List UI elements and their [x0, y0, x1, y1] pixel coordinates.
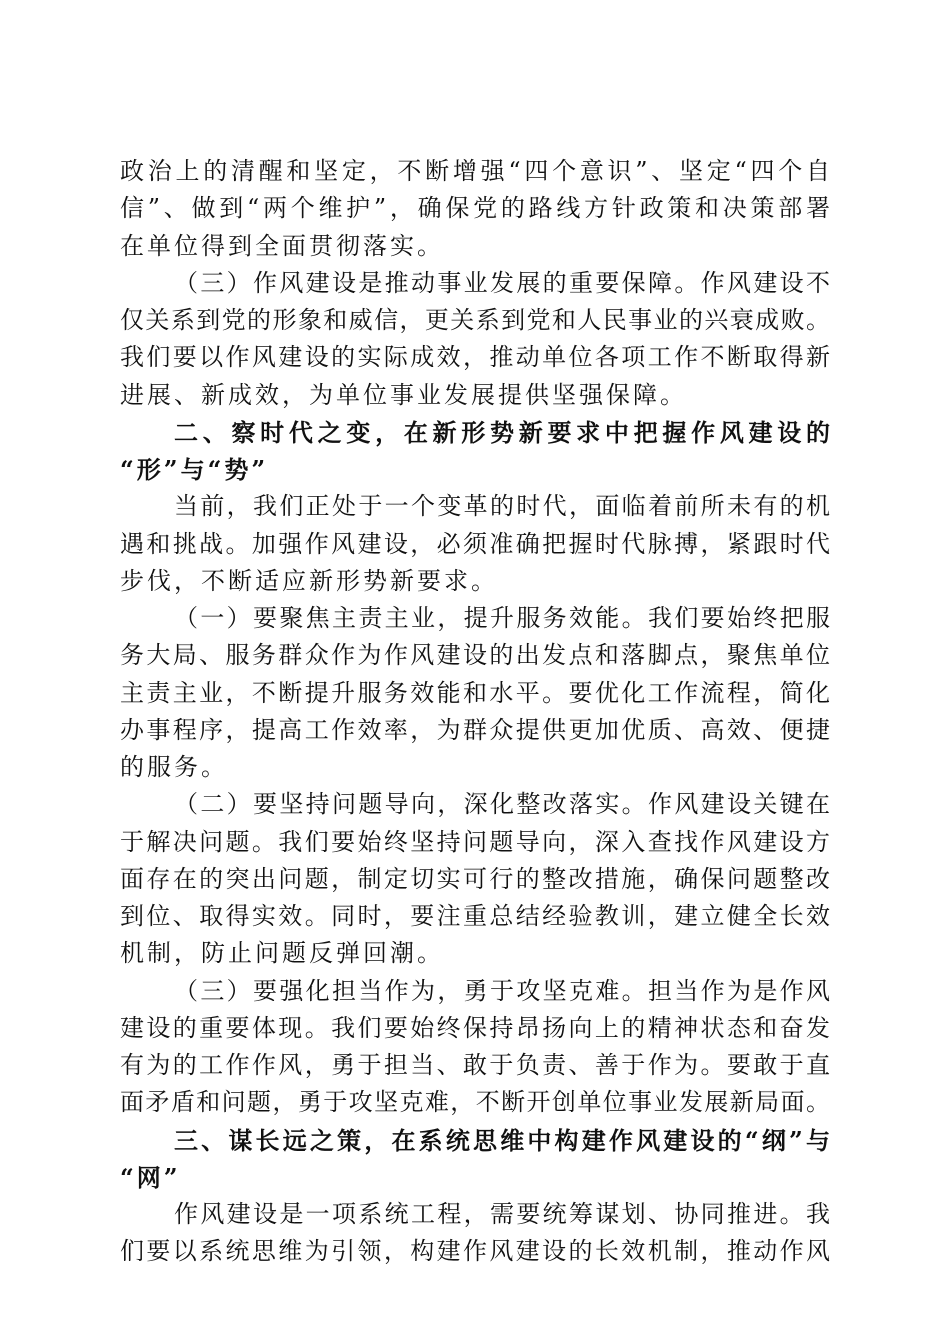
text-line: 机制，防止问题反弹回潮。	[120, 939, 444, 968]
text-line: 信”、做到“两个维护”，确保党的路线方针政策和决策部署	[120, 194, 830, 223]
text-line: 面存在的突出问题，制定切实可行的整改措施，确保问题整改	[120, 864, 830, 893]
text-line: （三）要强化担当作为，勇于攻坚克难。担当作为是作风	[174, 976, 830, 1005]
text-line: 当前，我们正处于一个变革的时代，面临着前所未有的机	[174, 492, 830, 521]
text-line: 政治上的清醒和坚定，不断增强“四个意识”、坚定“四个自	[120, 157, 830, 185]
text-line: 遇和挑战。加强作风建设，必须准确把握时代脉搏，紧跟时代	[120, 529, 830, 558]
text-line: 主责主业，不断提升服务效能和水平。要优化工作流程，简化	[120, 678, 830, 707]
document-page	[120, 153, 830, 1271]
text-line: 进展、新成效，为单位事业发展提供坚强保障。	[120, 380, 687, 409]
text-line: 有为的工作作风，勇于担当、敢于负责、善于作为。要敢于直	[120, 1051, 830, 1079]
text-line: （一）要聚焦主责主业，提升服务效能。我们要始终把服	[174, 604, 830, 632]
text-line: 的服务。	[120, 753, 228, 781]
text-line: （二）要坚持问题导向，深化整改落实。作风建设关键在	[174, 790, 830, 819]
text-line: 我们要以作风建设的实际成效，推动单位各项工作不断取得新	[120, 343, 830, 372]
text-line: （三）作风建设是推动事业发展的重要保障。作风建设不	[174, 268, 830, 297]
text-line: 面矛盾和问题，勇于攻坚克难，不断开创单位事业发展新局面。	[120, 1088, 830, 1117]
text-line: 办事程序，提高工作效率，为群众提供更加优质、高效、便捷	[120, 715, 830, 744]
text-line: 到位、取得实效。同时，要注重总结经验教训，建立健全长效	[120, 902, 830, 930]
text-line: 建设的重要体现。我们要始终保持昂扬向上的精神状态和奋发	[120, 1013, 830, 1042]
section-heading-line: “形”与“势”	[120, 455, 269, 484]
text-line: 们要以系统思维为引领，构建作风建设的长效机制，推动作风	[120, 1237, 830, 1266]
section-heading-line: 三、谋长远之策，在系统思维中构建作风建设的“纲”与	[174, 1125, 830, 1155]
text-line: 于解决问题。我们要始终坚持问题导向，深入查找作风建设方	[120, 827, 830, 856]
text-line: 步伐，不断适应新形势新要求。	[120, 566, 498, 595]
section-heading-line: 二、察时代之变，在新形势新要求中把握作风建设的	[174, 417, 830, 447]
text-line: 仅关系到党的形象和威信，更关系到党和人民事业的兴衰成败。	[120, 306, 830, 334]
text-line: 在单位得到全面贯彻落实。	[120, 231, 444, 260]
section-heading-line: “网”	[120, 1162, 181, 1192]
text-line: 作风建设是一项系统工程，需要统筹谋划、协同推进。我	[174, 1200, 830, 1228]
text-line: 务大局、服务群众作为作风建设的出发点和落脚点，聚焦单位	[120, 641, 830, 670]
